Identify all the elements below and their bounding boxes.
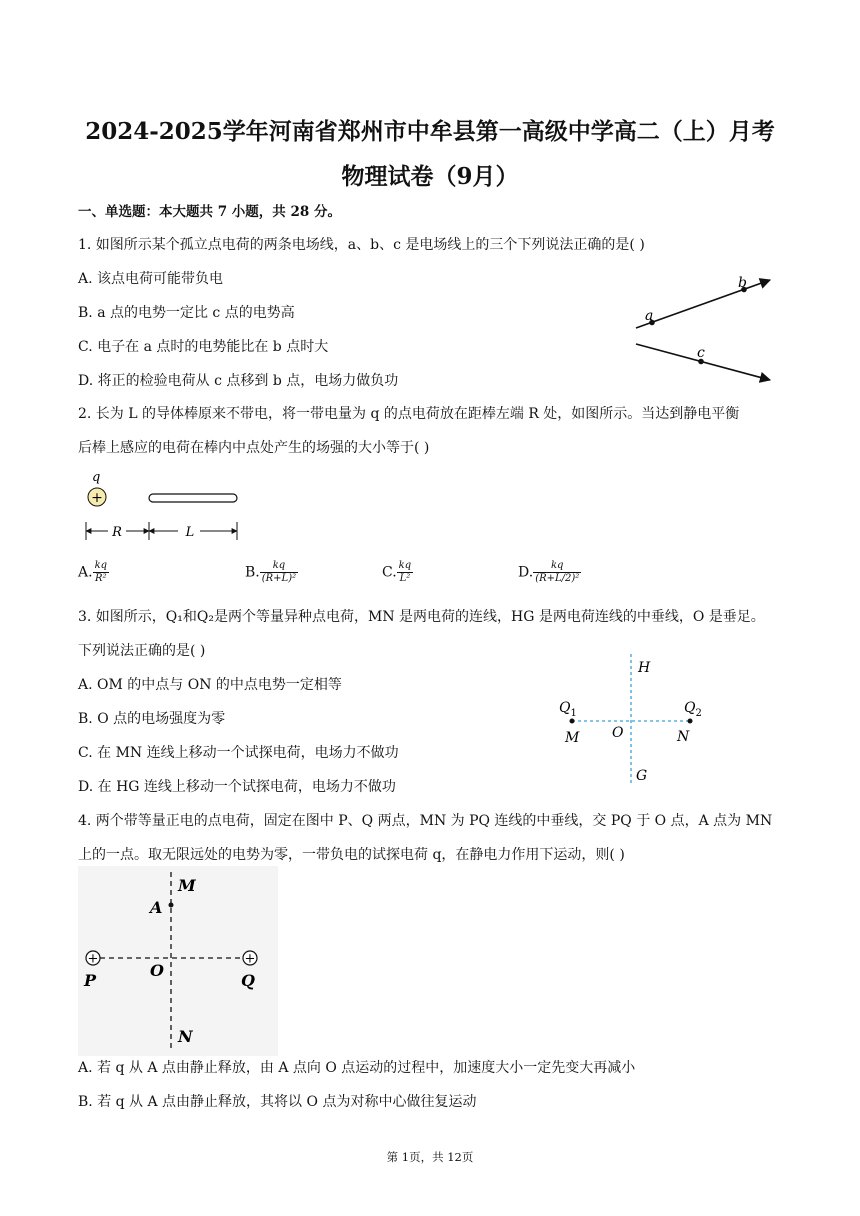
label-m: M bbox=[178, 876, 196, 895]
q4-stem-line2: 上的一点。取无限远处的电势为零，一带负电的试探电荷 q，在静电力作用下运动，则( ) bbox=[78, 847, 625, 863]
field-line-upper bbox=[636, 280, 770, 328]
q3-option-b: B. O 点的电场强度为零 bbox=[78, 711, 226, 727]
q3-stem-line2: 下列说法正确的是( ) bbox=[78, 643, 206, 659]
q2-stem-line1: 2. 长为 L 的导体棒原来不带电，将一带电量为 q 的点电荷放在距棒左端 R 处，如图所示。当达到静电平衡 bbox=[78, 406, 740, 422]
section-heading: 一、单选题：本大题共 7 小题，共 28 分。 bbox=[78, 204, 341, 220]
fraction: $\frac{kq}{\text{(R+L)²}}$ bbox=[261, 560, 297, 584]
q1-option-b: B. a 点的电势一定比 c 点的电势高 bbox=[78, 305, 295, 321]
label-q1: $Q_1$ bbox=[559, 700, 577, 719]
plus-sign: + bbox=[91, 490, 103, 506]
q3-dipole-figure bbox=[550, 650, 720, 790]
label-a: A bbox=[150, 898, 163, 917]
q1-option-a: A. 该点电荷可能带负电 bbox=[78, 271, 224, 287]
q4-option-a: A. 若 q 从 A 点由静止释放，由 A 点向 O 点运动的过程中，加速度大小一定先变大再减小 bbox=[78, 1060, 636, 1076]
q3-option-d: D. 在 HG 连线上移动一个试探电荷，电场力不做功 bbox=[78, 779, 396, 795]
q2-option-b: B. $\frac{kq}{\text{(R+L)²}}$ bbox=[245, 560, 297, 584]
fraction: $\frac{kq}{\text{L²}}$ bbox=[398, 560, 412, 584]
label-n: N bbox=[178, 1027, 193, 1046]
q2-stem-line2: 后棒上感应的电荷在棒内中点处产生的场强的大小等于( ) bbox=[78, 440, 430, 456]
q1-option-c: C. 电子在 a 点时的电势能比在 b 点时大 bbox=[78, 339, 329, 355]
label-g: G bbox=[636, 768, 648, 784]
conductor-rod bbox=[149, 494, 237, 502]
q2-option-a: A. $\frac{kq}{\text{R²}}$ bbox=[78, 560, 108, 584]
svg-text:+: + bbox=[87, 951, 99, 967]
q1-option-d: D. 将正的检验电荷从 c 点移到 b 点，电场力做负功 bbox=[78, 373, 399, 389]
charge-q1 bbox=[570, 719, 575, 724]
label-n: N bbox=[677, 729, 690, 745]
q1-field-lines-figure bbox=[628, 268, 778, 388]
label-o: O bbox=[612, 725, 624, 741]
q2-rod-figure bbox=[80, 466, 245, 546]
distance-label-r: R bbox=[112, 525, 122, 540]
q4-two-charges-figure bbox=[78, 866, 278, 1056]
q2-option-d: D. $\frac{kq}{\text{(R+L/2)²}}$ bbox=[518, 560, 580, 584]
q4-option-b: B. 若 q 从 A 点由静止释放，其将以 O 点为对称中心做往复运动 bbox=[78, 1094, 477, 1110]
svg-text:+: + bbox=[244, 951, 256, 967]
charge-label-q: q bbox=[92, 470, 101, 485]
label-a: a bbox=[645, 308, 654, 324]
label-p: P bbox=[84, 971, 97, 990]
charge-q2 bbox=[688, 719, 693, 724]
page-footer: 第 1页，共 12页 bbox=[386, 1150, 474, 1164]
label-b: b bbox=[738, 275, 747, 291]
page-title-line2: 物理试卷（9月） bbox=[341, 163, 519, 190]
label-o: O bbox=[150, 961, 164, 980]
label-h: H bbox=[638, 660, 651, 676]
label-m: M bbox=[565, 730, 580, 746]
label-c: c bbox=[697, 345, 705, 361]
q3-stem-line1: 3. 如图所示，Q₁和Q₂是两个等量异种点电荷，MN 是两电荷的连线，HG 是两电荷连线的中垂线，O 是垂足。 bbox=[78, 609, 765, 625]
fraction: $\frac{kq}{\text{R²}}$ bbox=[94, 560, 108, 584]
fraction: $\frac{kq}{\text{(R+L/2)²}}$ bbox=[535, 560, 580, 584]
page-title-line1: 2024-2025学年河南省郑州市中牟县第一高级中学高二（上）月考 bbox=[85, 118, 775, 145]
q3-option-c: C. 在 MN 连线上移动一个试探电荷，电场力不做功 bbox=[78, 745, 399, 761]
q4-stem-line1: 4. 两个带等量正电的点电荷，固定在图中 P、Q 两点，MN 为 PQ 连线的中垂线，交 PQ 于 O 点，A 点为 MN bbox=[78, 813, 773, 829]
point-a bbox=[169, 903, 174, 908]
q3-option-a: A. OM 的中点与 ON 的中点电势一定相等 bbox=[78, 677, 342, 693]
q2-option-c: C. $\frac{kq}{\text{L²}}$ bbox=[382, 560, 412, 584]
length-label-l: L bbox=[185, 525, 195, 540]
label-q2: $Q_2$ bbox=[684, 700, 702, 719]
label-q: Q bbox=[241, 971, 255, 990]
q1-stem: 1. 如图所示某个孤立点电荷的两条电场线，a、b、c 是电场线上的三个下列说法正确的是( ) bbox=[78, 237, 645, 253]
